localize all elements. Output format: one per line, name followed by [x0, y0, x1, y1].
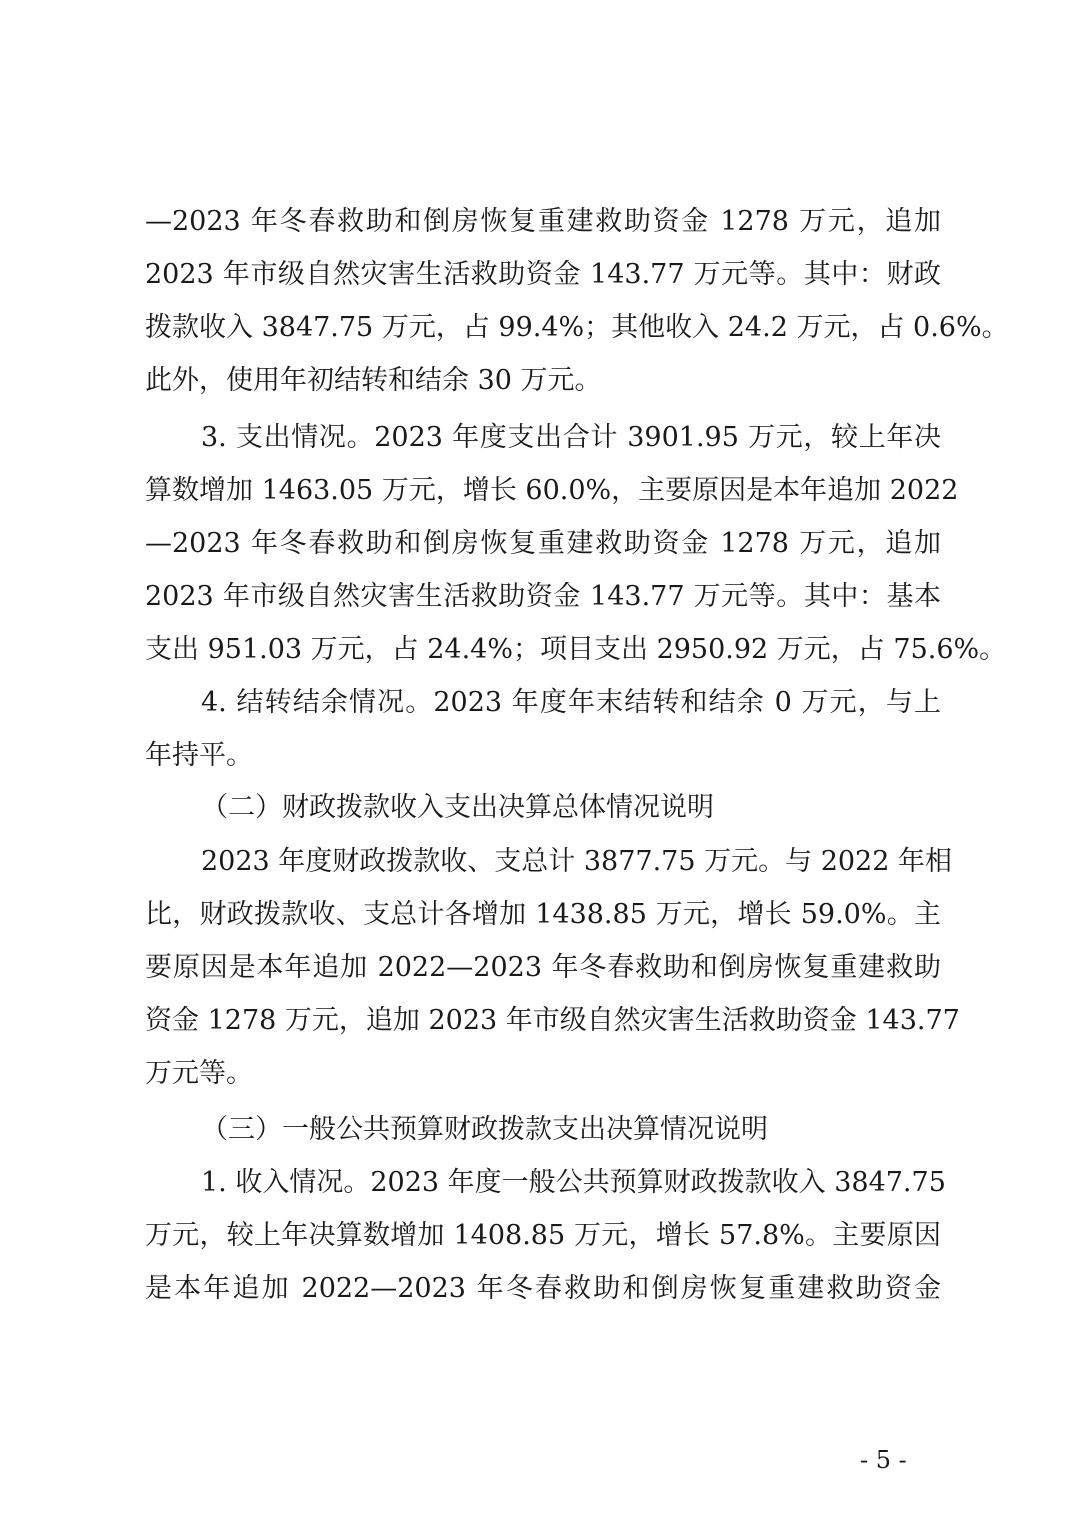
text-line: 万元等。: [145, 1058, 253, 1089]
text-line: 资金 1278 万元，追加 2023 年市级自然灾害生活救助资金 143.77: [145, 1005, 960, 1036]
text-line: 1. 收入情况。2023 年度一般公共预算财政拨款收入 3847.75: [201, 1167, 946, 1198]
section-heading: （二）财政拨款收入支出决算总体情况说明: [201, 792, 714, 823]
text-line: 4. 结转结余情况。2023 年度年末结转和结余 0 万元，与上: [201, 687, 941, 718]
text-line: —2023 年冬春救助和倒房恢复重建救助资金 1278 万元，追加: [145, 206, 941, 237]
section-heading: （三）一般公共预算财政拨款支出决算情况说明: [201, 1114, 768, 1145]
text-line: 2023 年度财政拨款收、支总计 3877.75 万元。与 2022 年相: [201, 846, 952, 877]
text-line: 算数增加 1463.05 万元，增长 60.0%，主要原因是本年追加 2022: [145, 475, 959, 506]
text-line: 是本年追加 2022—2023 年冬春救助和倒房恢复重建救助资金: [145, 1273, 941, 1304]
text-line: 要原因是本年追加 2022—2023 年冬春救助和倒房恢复重建救助: [145, 952, 941, 983]
text-line: 2023 年市级自然灾害生活救助资金 143.77 万元等。其中：财政: [145, 259, 941, 290]
page-number: - 5 -: [860, 1446, 907, 1474]
text-line: 拨款收入 3847.75 万元，占 99.4%；其他收入 24.2 万元，占 0.6%。: [145, 312, 1009, 343]
text-line: 支出 951.03 万元，占 24.4%；项目支出 2950.92 万元，占 75.6%。: [145, 634, 1007, 665]
text-line: 2023 年市级自然灾害生活救助资金 143.77 万元等。其中：基本: [145, 581, 941, 612]
text-line: 此外，使用年初结转和结余 30 万元。: [145, 365, 602, 396]
text-line: 3. 支出情况。2023 年度支出合计 3901.95 万元，较上年决: [201, 422, 941, 453]
text-line: —2023 年冬春救助和倒房恢复重建救助资金 1278 万元，追加: [145, 528, 941, 559]
text-line: 比，财政拨款收、支总计各增加 1438.85 万元，增长 59.0%。主: [145, 899, 941, 930]
text-line: 年持平。: [145, 740, 253, 771]
text-line: 万元，较上年决算数增加 1408.85 万元，增长 57.8%。主要原因: [145, 1220, 941, 1251]
